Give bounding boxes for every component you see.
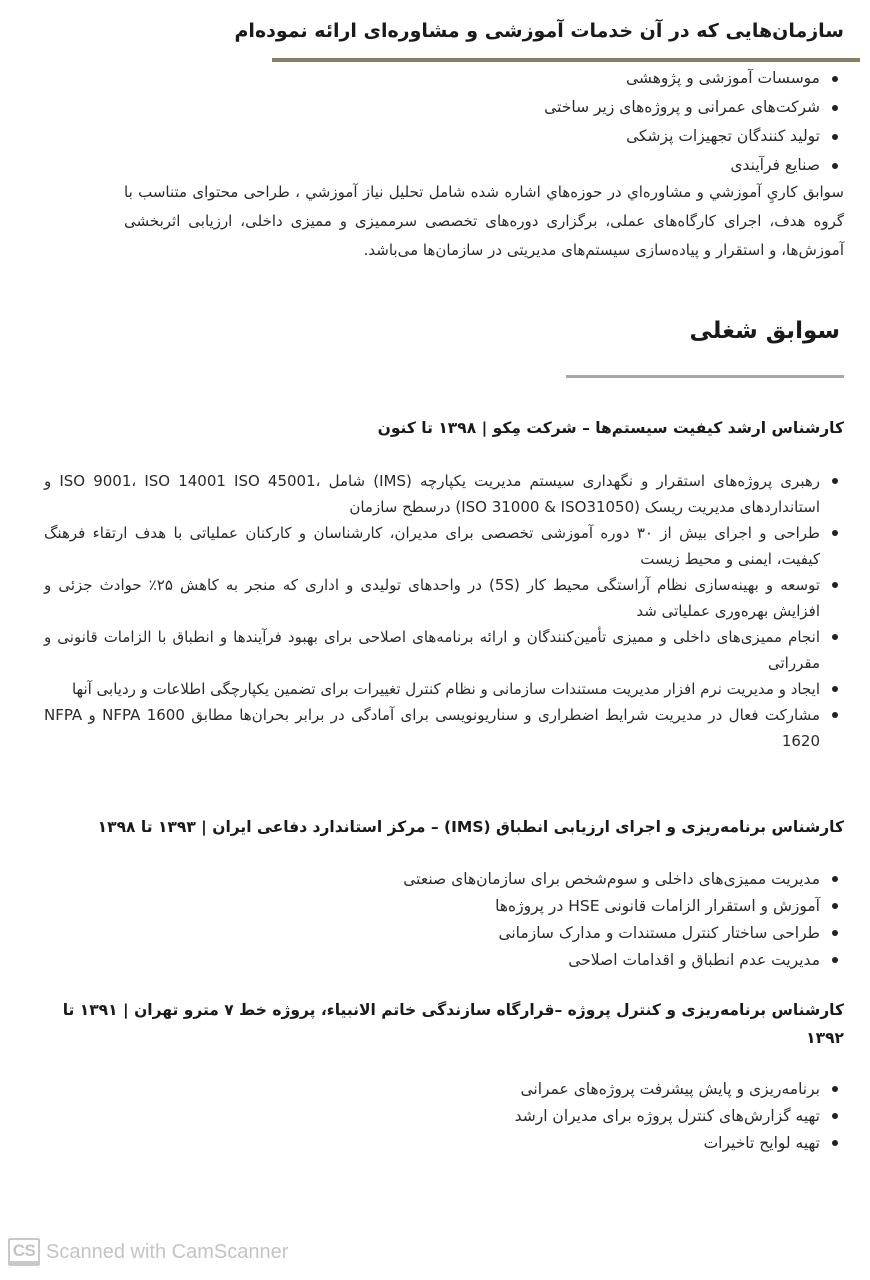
bullet-icon (832, 903, 838, 909)
organizations-heading: سازمان‌هایی که در آن خدمات آموزشی و مشاوره‌ای ارائه نموده‌ام (234, 20, 844, 42)
bullet-icon (832, 930, 838, 936)
bullet-icon (832, 876, 838, 882)
list-item-text: صنایع فرآیندی (730, 156, 820, 174)
list-item-text: طراحی و اجرای بیش از ۳۰ دوره آموزشی تخصصی برای مدیران، کارشناسان و کارکنان عملیاتی با هدف ارتقاء فرهنگ کیفیت، ایمنی و محیط زیست (44, 524, 820, 568)
list-item-text: موسسات آموزشی و پژوهشی (626, 69, 820, 87)
bullet-icon (832, 530, 838, 536)
list-item (324, 920, 844, 947)
job-duties-list (324, 866, 844, 974)
bullet-icon (832, 712, 838, 718)
section-underline (566, 375, 844, 378)
camscanner-watermark (8, 1238, 288, 1266)
bullet-icon (832, 105, 838, 111)
list-item (284, 151, 844, 180)
watermark-text: Scanned with CamScanner (46, 1240, 289, 1263)
list-item (284, 122, 844, 151)
heading-underline (272, 58, 860, 62)
list-item (284, 64, 844, 93)
list-item (44, 676, 844, 702)
experience-summary-paragraph: سوابق كاريِ آموزشي و مشاوره‌اي در حوزه‌هاي اشاره شده شامل تحليل نياز آموزشي ، طراحی محتوای متناسب با گروه هدف، اجرای کارگاه‌های عملی، برگزاری دوره‌های تخصصی سرممیزی و ممیزی داخلی، ارزیابی اثربخشی آموزش‌ها، و استقرار و پیاده‌سازی سیستم‌های مدیریتی در سازمان‌ها می‌باشد. (124, 183, 844, 259)
work-history-heading: سوابق شغلی (689, 318, 840, 344)
job-title: کارشناس ارشد کیفیت سیستم‌ها – شرکت مِکو | ۱۳۹۸ تا کنون (377, 419, 844, 437)
bullet-icon (832, 478, 838, 484)
list-item-text: طراحی ساختار کنترل مستندات و مدارک سازمانی (498, 924, 820, 942)
bullet-icon (832, 1140, 838, 1146)
list-item (464, 1103, 844, 1130)
list-item-text: مدیریت عدم انطباق و اقدامات اصلاحی (568, 951, 820, 969)
bullet-icon (832, 957, 838, 963)
organizations-list (284, 64, 844, 180)
list-item (324, 893, 844, 920)
list-item-text: مدیریت ممیزی‌های داخلی و سوم‌شخص برای سازمان‌های صنعتی (403, 870, 820, 888)
bullet-icon (832, 163, 838, 169)
bullet-icon (832, 1113, 838, 1119)
job-duties-list (44, 468, 844, 754)
list-item (44, 702, 844, 754)
list-item-text: تولید کنندگان تجهیزات پزشکی (626, 127, 820, 145)
job-duties-list (464, 1076, 844, 1157)
list-item (284, 93, 844, 122)
list-item-text: تهیه لوایح تاخیرات (703, 1134, 820, 1152)
list-item (324, 947, 844, 974)
list-item-text: ایجاد و مدیریت نرم افزار مدیریت مستندات سازمانی و نظام کنترل تغییرات برای تضمین یکپارچگی اطلاعات و ردیابی آنها (71, 680, 820, 698)
list-item-text: آموزش و استقرار الزامات قانونی HSE در پروژه‌ها (495, 897, 820, 915)
list-item-text: تهیه گزارش‌های کنترل پروژه برای مدیران ارشد (514, 1107, 820, 1125)
bullet-icon (832, 686, 838, 692)
list-item-text: برنامه‌ریزی و پایش پیشرفت پروژه‌های عمرانی (520, 1080, 820, 1098)
list-item-text: توسعه و بهینه‌سازی نظام آراستگی محیط کار (5S) در واحدهای تولیدی و اداری که منجر به کاهش ۲۵٪ حوادث جزئی و افزایش بهره‌وری عملیاتی شد (44, 576, 820, 620)
list-item-text: رهبری پروژه‌های استقرار و نگهداری سیستم مدیریت یکپارچه (IMS) شامل ،ISO 9001، ISO 14001 ISO 45001 و استانداردهای مدیریت ریسک (ISO 31000 & ISO31050) درسطح سازمان (44, 472, 820, 516)
list-item-text: شرکت‌های عمرانی و پروژه‌های زیر ساختی (544, 98, 820, 116)
list-item (44, 468, 844, 520)
list-item (44, 624, 844, 676)
job-title: کارشناس برنامه‌ریزی و کنترل پروژه –قرارگاه سازندگی خاتم الانبیاء، پروژه خط ۷ مترو تهران | ۱۳۹۱ تا ۱۳۹۲ (62, 1001, 844, 1047)
list-item (44, 520, 844, 572)
bullet-icon (832, 76, 838, 82)
bullet-icon (832, 134, 838, 140)
camscanner-logo-icon: CS (8, 1238, 40, 1266)
list-item-text: مشارکت فعال در مدیریت شرایط اضطراری و سناریونویسی برای آمادگی در برابر بحران‌ها مطابق NFPA 1600 و NFPA 1620 (44, 706, 821, 750)
list-item-text: انجام ممیزی‌های داخلی و ممیزی تأمین‌کنندگان و ارائه برنامه‌های اصلاحی برای بهبود فرآیندها و انطباق با الزامات قانونی و مقرراتی (44, 628, 820, 672)
list-item (44, 572, 844, 624)
list-item (324, 866, 844, 893)
list-item (464, 1130, 844, 1157)
list-item (464, 1076, 844, 1103)
bullet-icon (832, 582, 838, 588)
bullet-icon (832, 634, 838, 640)
bullet-icon (832, 1086, 838, 1092)
job-title: کارشناس برنامه‌ریزی و اجرای ارزیابی انطباق (IMS) – مرکز استاندارد دفاعی ایران | ۱۳۹۳ تا ۱۳۹۸ (97, 818, 844, 836)
